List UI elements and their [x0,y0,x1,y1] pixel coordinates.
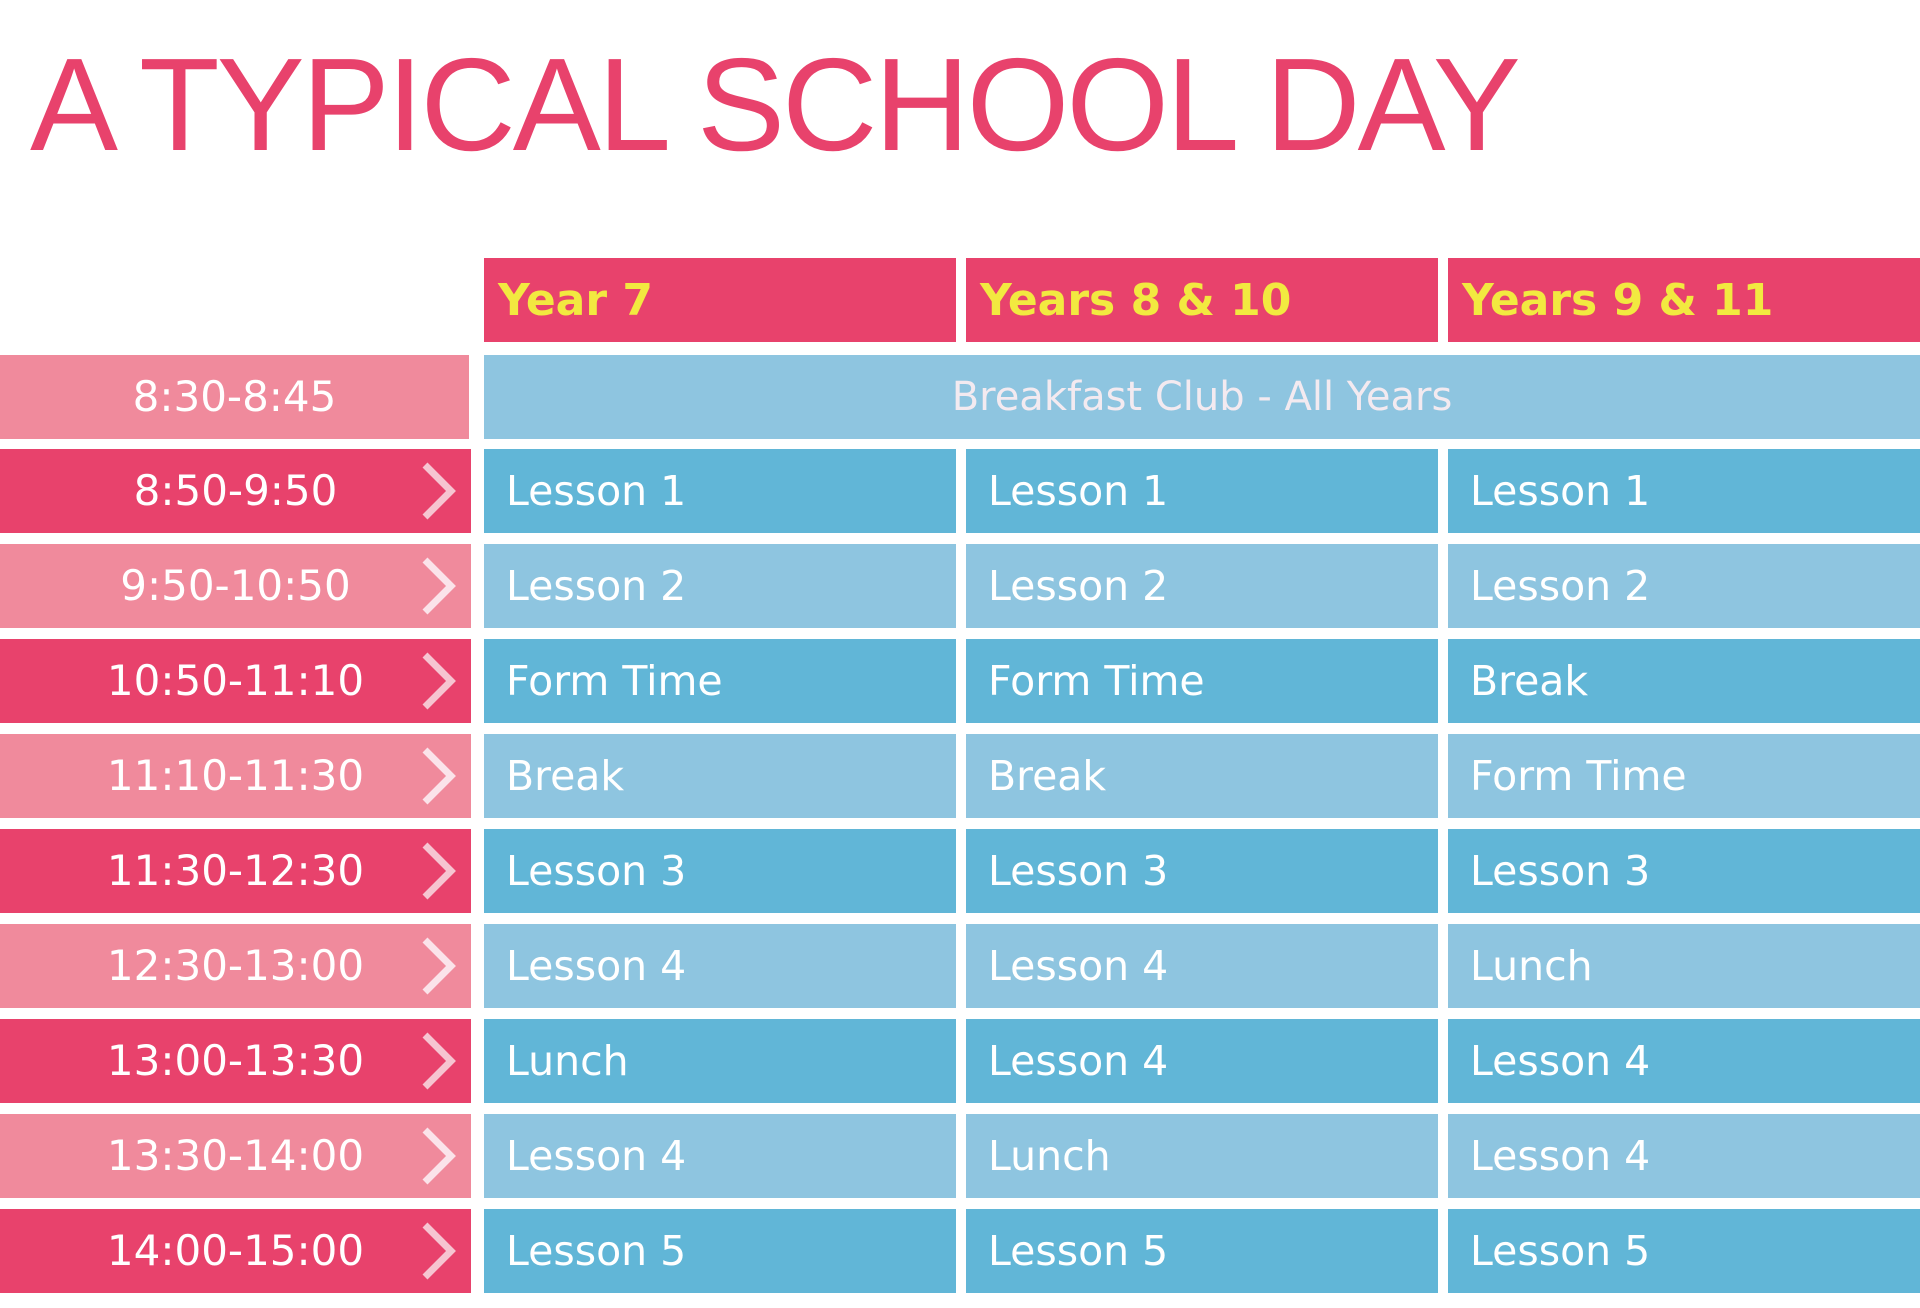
schedule-cell: Form Time [966,639,1438,723]
time-slot-label: 11:10-11:30 [106,751,365,800]
chevron-right-icon [417,744,461,808]
schedule-cell: Lesson 2 [1448,544,1920,628]
time-slot-label: 14:00-15:00 [106,1226,365,1275]
time-slot [0,1209,471,1293]
chevron-right-icon [417,1219,461,1283]
schedule-cell: Form Time [484,639,956,723]
chevron-right-icon [417,554,461,618]
time-slot [0,449,471,533]
schedule-cell: Lesson 4 [484,924,956,1008]
time-slot [0,734,471,818]
time-slot-label: 8:50-9:50 [133,466,338,515]
schedule-cell: Lesson 3 [966,829,1438,913]
breakfast-club-banner: Breakfast Club - All Years [484,355,1920,439]
schedule-cell: Lesson 2 [966,544,1438,628]
time-slot [0,1114,471,1198]
chevron-right-icon [417,1124,461,1188]
page-title: A TYPICAL SCHOOL DAY [30,31,1518,178]
schedule-cell: Lesson 1 [966,449,1438,533]
schedule-cell: Form Time [1448,734,1920,818]
schedule-cell: Lesson 1 [1448,449,1920,533]
time-slot-label: 9:50-10:50 [120,561,351,610]
schedule-cell: Lesson 2 [484,544,956,628]
schedule-cell: Break [966,734,1438,818]
time-slot [0,544,471,628]
schedule-cell: Break [1448,639,1920,723]
column-header: Years 9 & 11 [1448,258,1920,342]
time-slot [0,355,469,439]
time-slot [0,639,471,723]
schedule-cell: Lesson 4 [966,1019,1438,1103]
time-slot-label: 10:50-11:10 [106,656,365,705]
schedule-cell: Lunch [1448,924,1920,1008]
chevron-right-icon [417,934,461,998]
schedule-cell: Lesson 5 [1448,1209,1920,1293]
schedule-cell: Lesson 4 [1448,1114,1920,1198]
schedule-cell: Lesson 5 [484,1209,956,1293]
time-slot-label: 13:00-13:30 [106,1036,365,1085]
time-slot [0,924,471,1008]
time-slot-label: 12:30-13:00 [106,941,365,990]
column-header: Years 8 & 10 [966,258,1438,342]
time-slot [0,1019,471,1103]
time-slot-label: 13:30-14:00 [106,1131,365,1180]
schedule-cell: Lesson 3 [1448,829,1920,913]
chevron-right-icon [417,459,461,523]
time-slot-label: 11:30-12:30 [106,846,365,895]
schedule-cell: Lunch [484,1019,956,1103]
time-slot [0,829,471,913]
schedule-cell: Break [484,734,956,818]
schedule-cell: Lesson 5 [966,1209,1438,1293]
schedule-cell: Lesson 4 [966,924,1438,1008]
chevron-right-icon [417,1029,461,1093]
column-header: Year 7 [484,258,956,342]
chevron-right-icon [417,649,461,713]
schedule-cell: Lesson 4 [484,1114,956,1198]
chevron-right-icon [417,839,461,903]
schedule-cell: Lesson 4 [1448,1019,1920,1103]
time-slot-label: 8:30-8:45 [132,372,337,421]
schedule-cell: Lunch [966,1114,1438,1198]
schedule-cell: Lesson 1 [484,449,956,533]
schedule-cell: Lesson 3 [484,829,956,913]
